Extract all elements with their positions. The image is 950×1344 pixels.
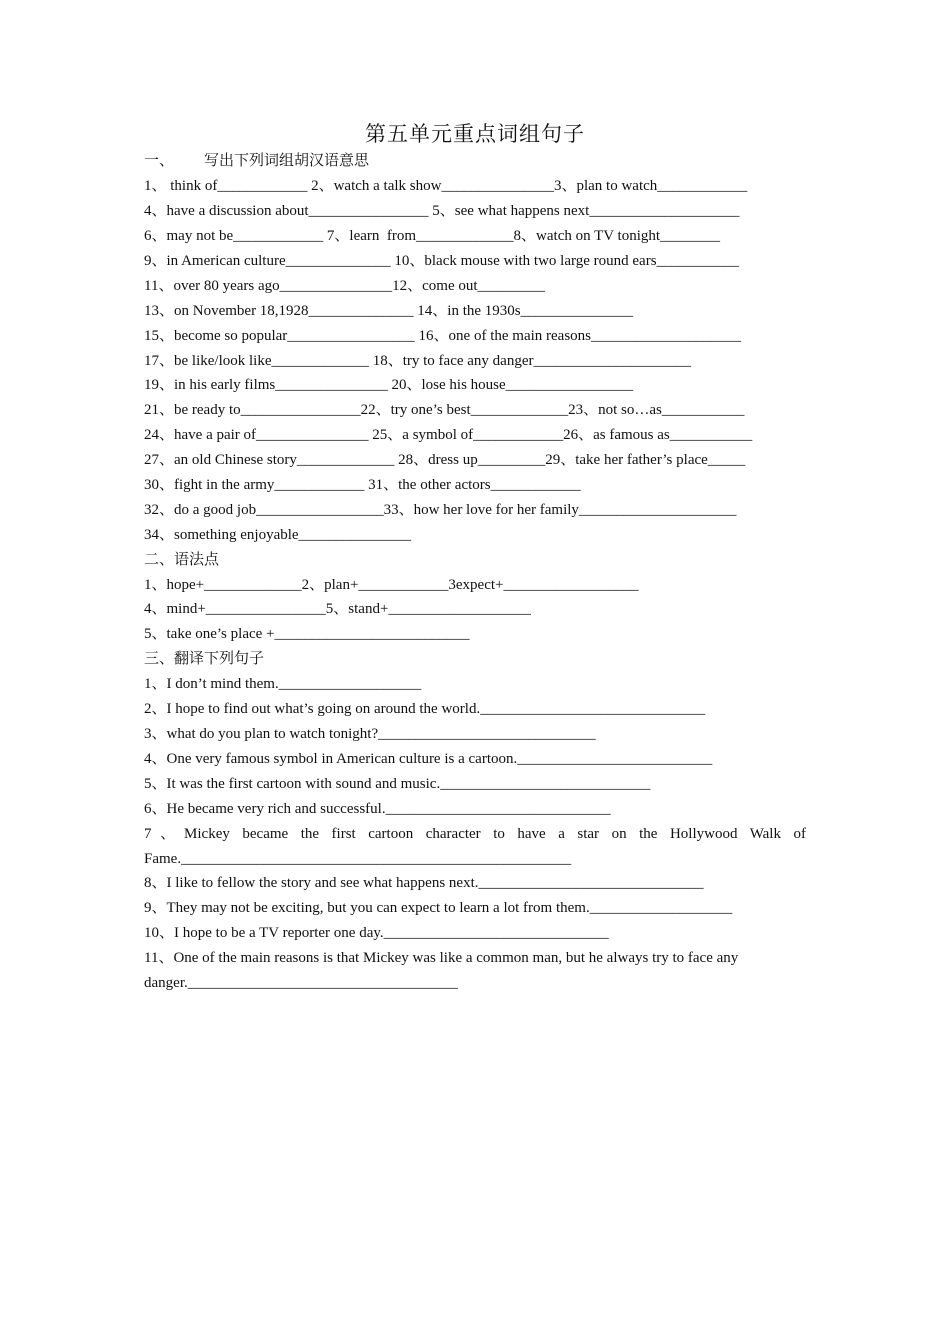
phrase-line: 17、be like/look like_____________ 18、try to face any danger_____________________ xyxy=(144,353,691,369)
phrase-line: 11、over 80 years ago_______________12、come out_________ xyxy=(144,278,546,294)
translation-line: 2、I hope to find out what’s going on around the world.______________________________ xyxy=(144,701,706,717)
translation-line: 8、I like to fellow the story and see what happens next.______________________________ xyxy=(144,875,704,891)
translation-line-continued: danger.____________________________________ xyxy=(144,975,458,991)
phrase-line: 15、become so popular_________________ 16、one of the main reasons____________________ xyxy=(144,328,742,344)
phrase-line: 32、do a good job_________________33、how her love for her family_____________________ xyxy=(144,502,737,518)
grammar-line: 5、take one’s place +__________________________ xyxy=(144,626,470,642)
phrase-line: 13、on November 18,1928______________ 14、in the 1930s_______________ xyxy=(144,303,634,319)
translation-line: 11、One of the main reasons is that Mickey was like a common man, but he always try to face any xyxy=(144,950,739,966)
phrase-line: 27、an old Chinese story_____________ 28、dress up_________29、take her father’s place_____ xyxy=(144,452,746,468)
translation-line-continued: Fame.____________________________________________________ xyxy=(144,851,572,867)
page-title: 第五单元重点词组句子 xyxy=(365,122,585,146)
translation-line: 9、They may not be exciting, but you can expect to learn a lot from them.___________________ xyxy=(144,900,733,916)
section-heading-phrases: 一、 写出下列词组胡汉语意思 xyxy=(144,153,370,169)
translation-line: 5、It was the first cartoon with sound and music.____________________________ xyxy=(144,776,651,792)
translation-line: 7、Mickey became the first cartoon character to have a star on the Hollywood Walk of xyxy=(144,826,806,842)
translation-line: 4、One very famous symbol in American culture is a cartoon.__________________________ xyxy=(144,751,713,767)
translation-line: 10、I hope to be a TV reporter one day.______________________________ xyxy=(144,925,609,941)
section-heading-grammar: 二、语法点 xyxy=(144,552,220,568)
phrase-line: 21、be ready to________________22、try one’s best_____________23、not so…as___________ xyxy=(144,402,745,418)
phrase-line: 9、in American culture______________ 10、black mouse with two large round ears___________ xyxy=(144,253,740,269)
phrase-line: 1、 think of____________ 2、watch a talk show_______________3、plan to watch____________ xyxy=(144,178,748,194)
translation-line: 3、what do you plan to watch tonight?_____________________________ xyxy=(144,726,596,742)
phrase-line: 6、may not be____________ 7、learn from_____________8、watch on TV tonight________ xyxy=(144,228,721,244)
translation-line: 1、I don’t mind them.___________________ xyxy=(144,676,422,692)
translation-line: 6、He became very rich and successful.______________________________ xyxy=(144,801,611,817)
section-heading-translation: 三、翻译下列句子 xyxy=(144,651,265,667)
phrase-line: 19、in his early films_______________ 20、lose his house_________________ xyxy=(144,377,634,393)
grammar-line: 4、mind+________________5、stand+___________________ xyxy=(144,601,531,617)
phrase-line: 34、something enjoyable_______________ xyxy=(144,527,412,543)
phrase-line: 24、have a pair of_______________ 25、a symbol of____________26、as famous as___________ xyxy=(144,427,753,443)
phrase-line: 30、fight in the army____________ 31、the other actors____________ xyxy=(144,477,581,493)
grammar-line: 1、hope+_____________2、plan+____________3expect+__________________ xyxy=(144,577,639,593)
phrase-line: 4、have a discussion about________________ 5、see what happens next____________________ xyxy=(144,203,740,219)
